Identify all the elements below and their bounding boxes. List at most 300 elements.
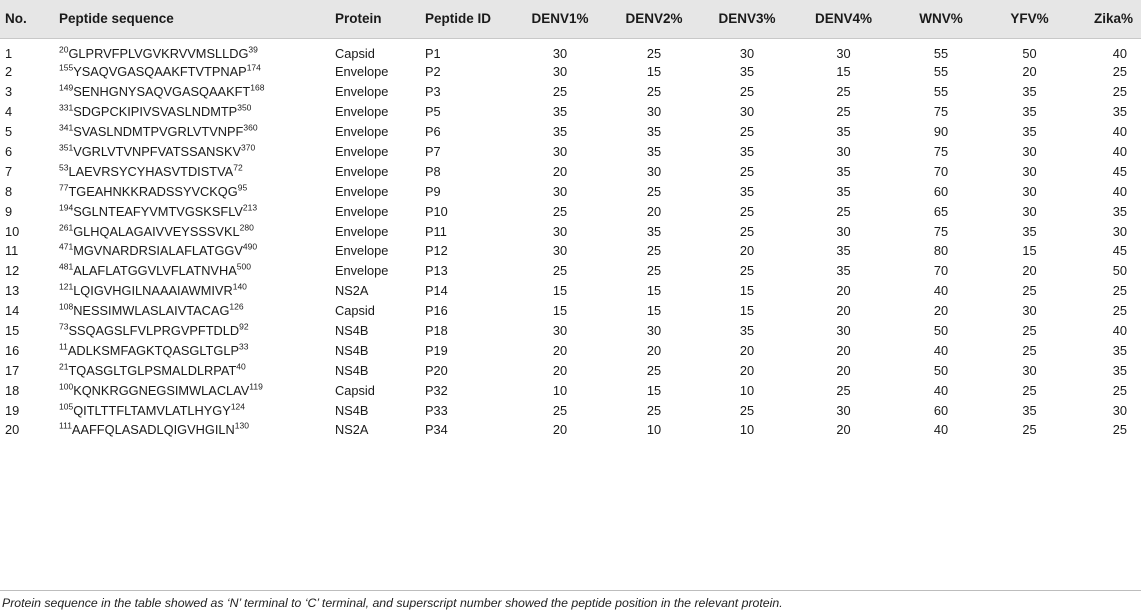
- cell-denv3: 35: [739, 144, 755, 159]
- sequence-text: LQIGVHGILNAAAIAWMIVR: [73, 283, 233, 299]
- cell-peptide-sequence: [54, 361, 330, 381]
- cell-denv3: 25: [739, 84, 755, 100]
- cell-no: 18: [5, 382, 20, 398]
- cell-peptide-id: P2: [425, 64, 441, 80]
- cell-peptide-sequence: [54, 162, 330, 182]
- cell-peptide-id: P3: [425, 84, 441, 100]
- cell-peptide-sequence: [54, 102, 330, 122]
- cell-denv1: 30: [552, 223, 568, 239]
- cell-peptide-sequence: [54, 401, 330, 421]
- table-row: [0, 301, 1141, 321]
- cell-no: 2: [5, 64, 13, 80]
- header-denv3: DENV3%: [700, 0, 794, 38]
- cell-zika: 35: [1112, 104, 1127, 120]
- start-position: 351: [59, 142, 74, 153]
- cell-zika: 35: [1112, 203, 1127, 219]
- cell-denv3: 25: [739, 223, 755, 239]
- cell-yfv: 20: [1022, 263, 1037, 279]
- cell-denv1: 20: [552, 342, 568, 358]
- cell-no: 13: [5, 283, 20, 299]
- cell-denv1: 30: [552, 144, 568, 159]
- cell-denv3: 15: [739, 303, 755, 319]
- cell-denv1: 35: [552, 104, 568, 120]
- cell-wnv: 70: [933, 263, 949, 279]
- sequence-text: GLHQALAGAIVVEYSSSVKL: [73, 223, 240, 239]
- cell-denv3: 25: [739, 402, 755, 418]
- end-position: 40: [236, 361, 246, 372]
- cell-denv3: 15: [739, 283, 755, 299]
- table-bottom-rule: [0, 590, 1141, 591]
- table-row: [0, 102, 1141, 122]
- cell-protein: NS4B: [335, 342, 369, 358]
- table-row: [0, 222, 1141, 242]
- sequence-text: VGRLVTVNPFVATSSANSKV: [73, 144, 242, 159]
- cell-wnv: 55: [933, 45, 949, 61]
- sequence-text: LAEVRSYCYHASVTDISTVA: [68, 163, 234, 179]
- cell-protein: Capsid: [335, 303, 375, 319]
- cell-no: 1: [5, 45, 13, 61]
- cell-denv3: 35: [739, 64, 755, 80]
- sequence-text: KQNKRGGNEGSIMWLACLAV: [73, 382, 250, 398]
- header-wnv: WNV%: [893, 0, 989, 38]
- table-row: [0, 321, 1141, 341]
- cell-peptide-sequence: [54, 261, 330, 281]
- cell-denv2: 35: [646, 223, 662, 239]
- table-row: [0, 82, 1141, 102]
- header-peptide-sequence: Peptide sequence: [54, 0, 330, 38]
- cell-denv3: 10: [739, 382, 755, 398]
- table-footnote: Protein sequence in the table showed as ‘N’ terminal to ‘C’ terminal, and superscript number showed the peptide position in the relevant protein.: [2, 596, 783, 610]
- cell-yfv: 35: [1022, 104, 1037, 120]
- cell-yfv: 25: [1022, 342, 1037, 358]
- cell-peptide-sequence: [54, 122, 330, 142]
- table-row: [0, 202, 1141, 222]
- cell-denv1: 25: [552, 402, 568, 418]
- cell-peptide-id: P10: [425, 203, 448, 219]
- sequence-text: MGVNARDRSIALAFLATGGV: [73, 243, 243, 259]
- end-position: 130: [234, 421, 249, 432]
- cell-zika: 35: [1112, 342, 1127, 358]
- end-position: 490: [242, 242, 258, 253]
- table-row: [0, 63, 1141, 83]
- cell-yfv: 30: [1022, 144, 1037, 159]
- start-position: 105: [59, 401, 74, 412]
- cell-protein: Envelope: [335, 124, 389, 140]
- cell-denv3: 35: [739, 183, 755, 199]
- cell-denv2: 10: [646, 422, 662, 438]
- cell-denv2: 35: [646, 144, 662, 159]
- cell-denv1: 30: [552, 323, 568, 339]
- start-position: 20: [59, 44, 69, 55]
- cell-peptide-id: P7: [425, 144, 441, 159]
- cell-denv3: 35: [739, 323, 755, 339]
- end-position: 168: [250, 83, 265, 94]
- cell-peptide-sequence: [54, 222, 330, 242]
- cell-yfv: 35: [1022, 84, 1037, 100]
- end-position: 213: [242, 202, 258, 213]
- cell-peptide-sequence: [54, 182, 330, 202]
- cell-denv1: 25: [552, 203, 568, 219]
- end-position: 140: [232, 281, 247, 292]
- cell-denv3: 20: [739, 342, 755, 358]
- start-position: 331: [59, 102, 74, 113]
- cell-protein: Envelope: [335, 263, 389, 279]
- cell-denv4: 25: [836, 84, 851, 100]
- cell-denv1: 15: [552, 303, 568, 319]
- cell-denv2: 15: [646, 382, 662, 398]
- cell-wnv: 40: [933, 422, 949, 438]
- sequence-text: ADLKSMFAGKTQASGLTGLP: [67, 342, 239, 358]
- cell-denv4: 25: [836, 382, 851, 398]
- table-row: [0, 381, 1141, 401]
- cell-wnv: 40: [933, 283, 949, 299]
- cell-zika: 40: [1112, 45, 1127, 61]
- cell-denv3: 25: [739, 163, 755, 179]
- cell-zika: 25: [1112, 382, 1127, 398]
- cell-protein: NS2A: [335, 422, 369, 438]
- table-row: [0, 421, 1141, 441]
- sequence-text: SSQAGSLFVLPRGVPFTDLD: [68, 323, 240, 339]
- cell-yfv: 30: [1022, 362, 1037, 378]
- start-position: 155: [59, 63, 74, 74]
- cell-denv1: 20: [552, 362, 568, 378]
- cell-no: 9: [5, 203, 13, 219]
- cell-yfv: 25: [1022, 382, 1037, 398]
- cell-zika: 25: [1112, 422, 1127, 438]
- cell-denv4: 30: [836, 402, 851, 418]
- cell-zika: 35: [1112, 362, 1127, 378]
- cell-no: 4: [5, 104, 13, 120]
- end-position: 500: [236, 262, 251, 273]
- cell-denv2: 25: [646, 243, 662, 259]
- header-denv1: DENV1%: [512, 0, 608, 38]
- cell-protein: Envelope: [335, 144, 389, 159]
- end-position: 95: [237, 182, 248, 193]
- cell-denv4: 30: [836, 144, 851, 159]
- sequence-text: YSAQVGASQAAKFTVTPNAP: [73, 64, 247, 80]
- end-position: 92: [239, 321, 249, 332]
- cell-denv1: 30: [552, 64, 568, 80]
- cell-no: 7: [5, 163, 13, 179]
- cell-protein: NS4B: [335, 362, 369, 378]
- end-position: 370: [241, 142, 256, 153]
- end-position: 126: [229, 301, 244, 312]
- cell-denv4: 30: [836, 45, 851, 61]
- start-position: 194: [59, 202, 74, 213]
- cell-peptide-sequence: [54, 301, 330, 321]
- cell-denv1: 25: [552, 84, 568, 100]
- cell-denv1: 30: [552, 243, 568, 259]
- cell-protein: NS4B: [335, 323, 369, 339]
- sequence-text: QITLTTFLTAMVLATLHYGY: [73, 402, 231, 418]
- cell-protein: NS2A: [335, 283, 369, 299]
- cell-zika: 25: [1112, 303, 1127, 319]
- table-row: [0, 341, 1141, 361]
- cell-wnv: 60: [933, 402, 949, 418]
- cell-peptide-sequence: [54, 381, 330, 401]
- end-position: 280: [239, 222, 254, 233]
- cell-denv4: 35: [836, 243, 851, 259]
- cell-wnv: 40: [933, 382, 949, 398]
- cell-protein: Envelope: [335, 84, 389, 100]
- header-denv4: DENV4%: [794, 0, 893, 38]
- cell-zika: 30: [1112, 402, 1127, 418]
- cell-protein: Envelope: [335, 64, 389, 80]
- cell-denv2: 25: [646, 263, 662, 279]
- cell-denv3: 25: [739, 263, 755, 279]
- cell-peptide-id: P1: [425, 45, 441, 61]
- cell-yfv: 20: [1022, 64, 1037, 80]
- cell-peptide-id: P8: [425, 163, 441, 179]
- cell-denv2: 25: [646, 45, 662, 61]
- end-position: 350: [237, 102, 252, 113]
- cell-zika: 50: [1112, 263, 1127, 279]
- cell-wnv: 75: [933, 144, 949, 159]
- sequence-text: SVASLNDMTPVGRLVTVNPF: [73, 124, 244, 140]
- table-row: [0, 182, 1141, 202]
- table-row: [0, 38, 1141, 63]
- end-position: 174: [246, 63, 261, 74]
- cell-denv2: 25: [646, 362, 662, 378]
- start-position: 111: [59, 421, 72, 432]
- cell-denv1: 20: [552, 163, 568, 179]
- cell-zika: 30: [1112, 223, 1127, 239]
- cell-zika: 25: [1112, 64, 1127, 80]
- cell-yfv: 25: [1022, 323, 1037, 339]
- cell-yfv: 25: [1022, 283, 1037, 299]
- start-position: 77: [59, 182, 69, 193]
- cell-wnv: 65: [933, 203, 949, 219]
- cell-wnv: 55: [933, 84, 949, 100]
- cell-denv3: 25: [739, 124, 755, 140]
- cell-denv4: 20: [836, 303, 851, 319]
- end-position: 39: [248, 44, 258, 55]
- cell-yfv: 35: [1022, 124, 1037, 140]
- cell-yfv: 35: [1022, 402, 1037, 418]
- cell-no: 6: [5, 144, 13, 159]
- cell-denv4: 35: [836, 163, 851, 179]
- cell-peptide-sequence: [54, 142, 330, 162]
- cell-zika: 40: [1112, 183, 1127, 199]
- cell-no: 11: [5, 243, 19, 259]
- table-header-row: [0, 0, 1141, 38]
- cell-zika: 25: [1112, 84, 1127, 100]
- cell-protein: Envelope: [335, 104, 389, 120]
- start-position: 21: [59, 361, 69, 372]
- start-position: 261: [59, 222, 74, 233]
- table-row: [0, 261, 1141, 281]
- cell-peptide-id: P16: [425, 303, 448, 319]
- end-position: 33: [238, 341, 249, 352]
- start-position: 341: [59, 122, 74, 133]
- cell-yfv: 30: [1022, 303, 1037, 319]
- cell-denv4: 30: [836, 223, 851, 239]
- cell-wnv: 50: [933, 362, 949, 378]
- cell-no: 12: [5, 263, 20, 279]
- cell-protein: Envelope: [335, 183, 389, 199]
- cell-no: 5: [5, 124, 13, 140]
- start-position: 471: [59, 242, 74, 253]
- cell-denv1: 30: [552, 183, 568, 199]
- start-position: 121: [59, 281, 74, 292]
- cell-no: 10: [5, 223, 20, 239]
- cell-denv2: 25: [646, 84, 662, 100]
- cell-denv1: 25: [552, 263, 568, 279]
- start-position: 481: [59, 262, 74, 273]
- sequence-text: AAFFQLASADLQIGVHGILN: [71, 422, 235, 438]
- cell-peptide-sequence: [54, 341, 330, 361]
- table-row: [0, 142, 1141, 162]
- cell-protein: Capsid: [335, 382, 375, 398]
- cell-denv2: 25: [646, 402, 662, 418]
- cell-denv2: 35: [646, 124, 662, 140]
- cell-denv3: 25: [739, 203, 755, 219]
- cell-denv1: 15: [552, 283, 568, 299]
- cell-no: 17: [5, 362, 20, 378]
- cell-yfv: 30: [1022, 183, 1037, 199]
- cell-wnv: 90: [933, 124, 949, 140]
- cell-no: 15: [5, 323, 20, 339]
- cell-yfv: 15: [1022, 243, 1037, 259]
- end-position: 119: [249, 381, 263, 392]
- cell-denv2: 30: [646, 323, 662, 339]
- cell-denv4: 35: [836, 263, 851, 279]
- cell-peptide-id: P5: [425, 104, 441, 120]
- cell-peptide-sequence: [54, 63, 330, 83]
- cell-protein: Envelope: [335, 223, 389, 239]
- cell-protein: Envelope: [335, 243, 389, 259]
- cell-wnv: 80: [933, 243, 949, 259]
- sequence-text: SDGPCKIPIVSVASLNDMTP: [73, 104, 238, 120]
- table-row: [0, 281, 1141, 301]
- sequence-text: TGEAHNKKRADSSYVCKQG: [68, 183, 238, 199]
- header-yfv: YFV%: [989, 0, 1070, 38]
- cell-yfv: 30: [1022, 203, 1037, 219]
- cell-wnv: 55: [933, 64, 949, 80]
- cell-no: 3: [5, 84, 13, 100]
- cell-protein: Envelope: [335, 163, 389, 179]
- cell-denv2: 20: [646, 203, 662, 219]
- cell-peptide-sequence: [54, 281, 330, 301]
- cell-peptide-sequence: [54, 38, 330, 63]
- cell-yfv: 35: [1022, 223, 1037, 239]
- cell-peptide-sequence: [54, 321, 330, 341]
- cell-zika: 40: [1112, 124, 1127, 140]
- table-row: [0, 162, 1141, 182]
- cell-denv2: 15: [646, 64, 662, 80]
- table-row: [0, 122, 1141, 142]
- cell-denv2: 30: [646, 104, 662, 120]
- cell-peptide-id: P20: [425, 362, 448, 378]
- sequence-text: SGLNTEAFYVMTVGSKSFLV: [73, 203, 243, 219]
- sequence-text: TQASGLTGLPSMALDLRPAT: [68, 362, 237, 378]
- cell-peptide-sequence: [54, 421, 330, 441]
- cell-protein: NS4B: [335, 402, 369, 418]
- start-position: 53: [59, 162, 69, 173]
- cell-zika: 45: [1112, 243, 1127, 259]
- start-position: 149: [59, 83, 74, 94]
- cell-wnv: 60: [933, 183, 949, 199]
- cell-peptide-id: P18: [425, 323, 448, 339]
- header-no: No.: [0, 0, 54, 38]
- cell-wnv: 20: [933, 303, 949, 319]
- cell-peptide-id: P11: [425, 223, 447, 239]
- end-position: 360: [243, 122, 258, 133]
- cell-wnv: 70: [933, 163, 949, 179]
- table-row: [0, 401, 1141, 421]
- cell-denv4: 30: [836, 323, 851, 339]
- cell-peptide-id: P32: [425, 382, 448, 398]
- cell-denv1: 30: [552, 45, 568, 61]
- table-row: [0, 242, 1141, 262]
- cell-no: 19: [5, 402, 20, 418]
- cell-wnv: 50: [933, 323, 949, 339]
- cell-denv1: 10: [552, 382, 568, 398]
- cell-peptide-id: P12: [425, 243, 448, 259]
- start-position: 73: [59, 321, 69, 332]
- cell-denv4: 35: [836, 183, 851, 199]
- cell-zika: 40: [1112, 323, 1127, 339]
- cell-peptide-id: P19: [425, 342, 448, 358]
- cell-denv2: 15: [646, 303, 662, 319]
- cell-denv4: 25: [836, 104, 851, 120]
- table-body: [0, 38, 1141, 440]
- cell-denv4: 25: [836, 203, 851, 219]
- cell-denv3: 20: [739, 243, 755, 259]
- cell-peptide-id: P33: [425, 402, 448, 418]
- sequence-text: GLPRVFPLVGVKRVVMSLLDG: [68, 45, 249, 61]
- cell-peptide-sequence: [54, 242, 330, 262]
- cell-no: 20: [5, 422, 20, 438]
- cell-peptide-sequence: [54, 202, 330, 222]
- cell-yfv: 25: [1022, 422, 1037, 438]
- cell-peptide-id: P14: [425, 283, 448, 299]
- cell-peptide-id: P9: [425, 183, 441, 199]
- cell-denv3: 20: [739, 362, 755, 378]
- cell-yfv: 50: [1022, 45, 1037, 61]
- cell-denv4: 20: [836, 283, 851, 299]
- cell-denv4: 20: [836, 422, 851, 438]
- header-zika: Zika%: [1070, 0, 1141, 38]
- cell-denv1: 20: [552, 422, 568, 438]
- cell-peptide-id: P34: [425, 422, 448, 438]
- cell-denv2: 30: [646, 163, 662, 179]
- cell-no: 16: [5, 342, 20, 358]
- sequence-text: NESSIMWLASLAIVTACAG: [73, 303, 230, 319]
- cell-zika: 40: [1112, 144, 1127, 159]
- end-position: 124: [230, 401, 245, 412]
- cell-yfv: 30: [1022, 163, 1037, 179]
- cell-wnv: 40: [933, 342, 949, 358]
- cell-denv4: 35: [836, 124, 851, 140]
- cell-zika: 25: [1112, 283, 1127, 299]
- cell-wnv: 75: [933, 104, 949, 120]
- cell-denv4: 20: [836, 362, 851, 378]
- sequence-text: ALAFLATGGVLVFLATNVHA: [73, 263, 237, 279]
- header-peptide-id: Peptide ID: [420, 0, 512, 38]
- cell-denv3: 30: [739, 45, 755, 61]
- start-position: 11: [59, 341, 68, 352]
- header-denv2: DENV2%: [608, 0, 700, 38]
- start-position: 108: [59, 301, 74, 312]
- cell-denv4: 15: [836, 64, 851, 80]
- end-position: 72: [233, 162, 243, 173]
- cell-denv2: 20: [646, 342, 662, 358]
- cell-denv4: 20: [836, 342, 851, 358]
- cell-denv3: 30: [739, 104, 755, 120]
- cell-denv1: 35: [552, 124, 568, 140]
- cell-denv2: 15: [646, 283, 662, 299]
